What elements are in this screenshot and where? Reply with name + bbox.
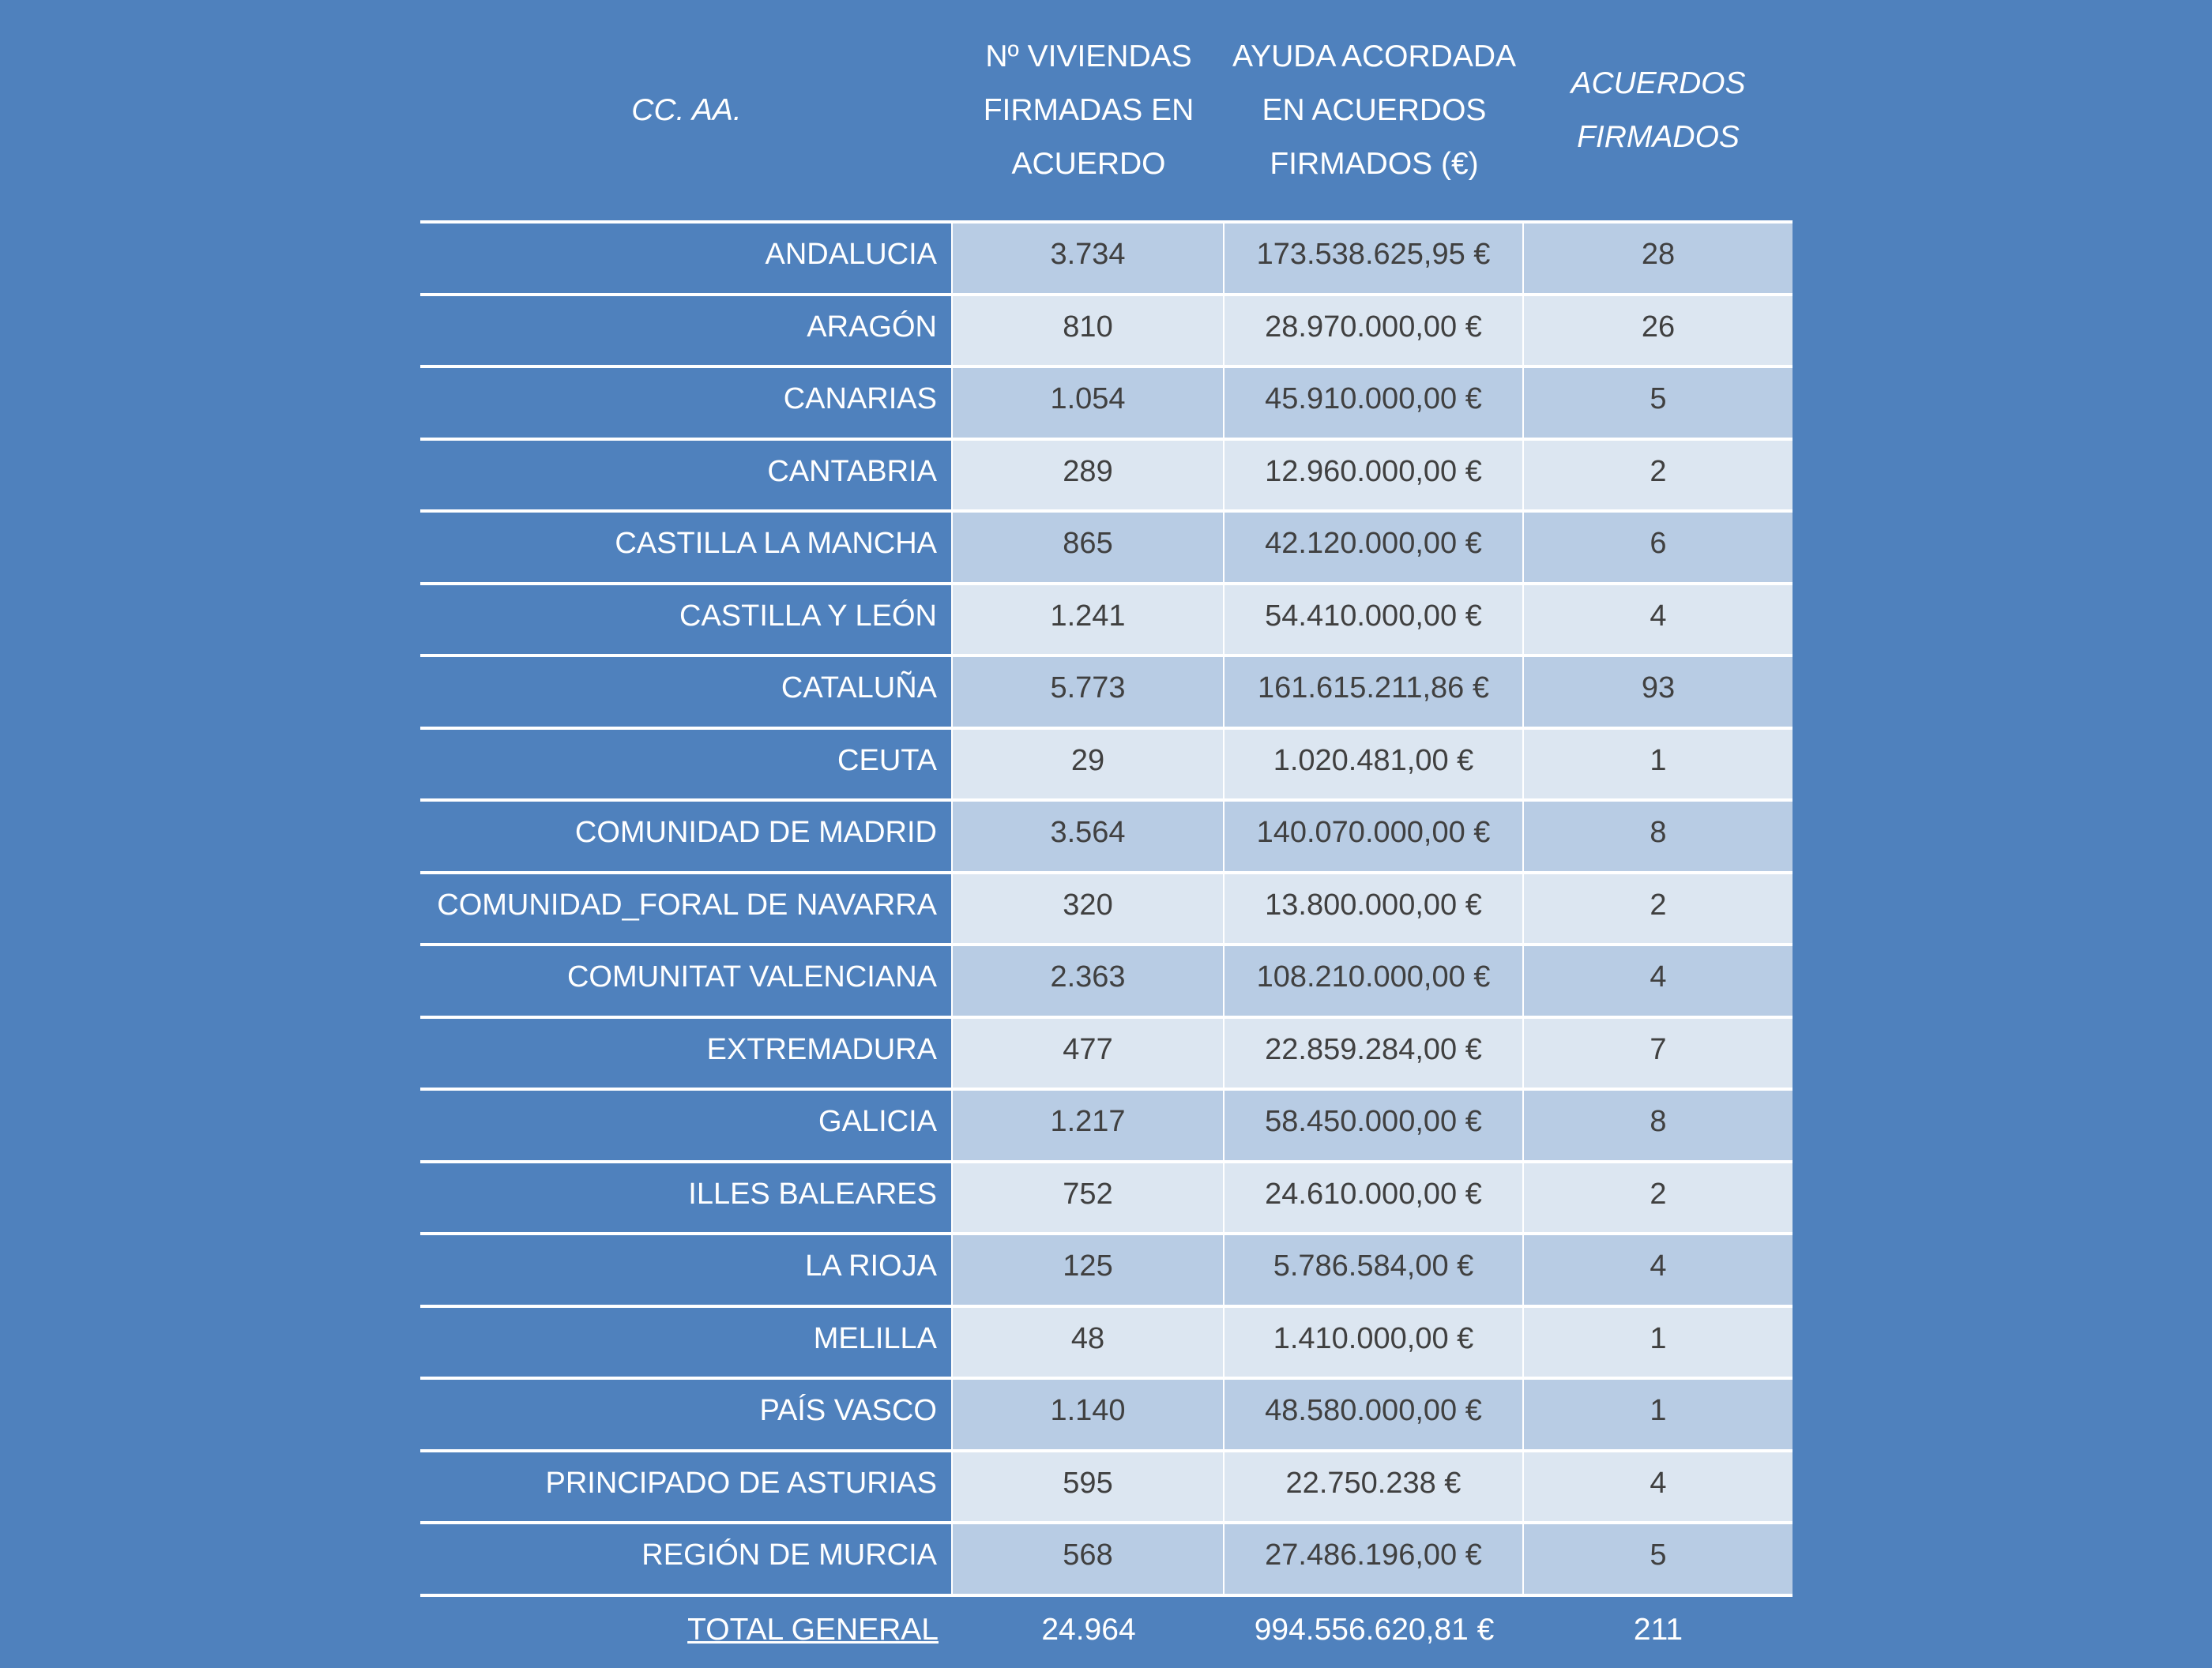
viviendas-cell: 1.054	[953, 368, 1224, 438]
acuerdos-cell: 5	[1524, 1524, 1793, 1594]
header-acuerdos: ACUERDOS FIRMADOS	[1571, 66, 1746, 154]
acuerdos-cell: 7	[1524, 1019, 1793, 1088]
acuerdos-cell: 8	[1524, 802, 1793, 871]
ayuda-cell: 28.970.000,00 €	[1224, 296, 1524, 366]
region-name: PRINCIPADO DE ASTURIAS	[420, 1452, 953, 1522]
region-name: CATALUÑA	[420, 657, 953, 727]
acuerdos-cell: 8	[1524, 1091, 1793, 1160]
table-row	[420, 585, 1793, 658]
viviendas-cell: 320	[953, 874, 1224, 944]
total-acuerdos: 211	[1633, 1612, 1683, 1647]
region-name: REGIÓN DE MURCIA	[420, 1524, 953, 1594]
region-name: CANTABRIA	[420, 441, 953, 510]
table-row	[420, 296, 1793, 369]
total-viviendas: 24.964	[1041, 1612, 1136, 1647]
acuerdos-cell: 1	[1524, 730, 1793, 799]
acuerdos-cell: 93	[1524, 657, 1793, 727]
acuerdos-cell: 6	[1524, 513, 1793, 582]
ayuda-cell: 22.859.284,00 €	[1224, 1019, 1524, 1088]
ayuda-cell: 48.580.000,00 €	[1224, 1380, 1524, 1449]
table-row	[420, 1163, 1793, 1236]
region-name: CASTILLA LA MANCHA	[420, 513, 953, 582]
viviendas-cell: 5.773	[953, 657, 1224, 727]
viviendas-cell: 2.363	[953, 946, 1224, 1016]
ayuda-cell: 108.210.000,00 €	[1224, 946, 1524, 1016]
table-row	[420, 513, 1793, 585]
table-row	[420, 1019, 1793, 1091]
region-name: MELILLA	[420, 1308, 953, 1377]
table-row	[420, 657, 1793, 730]
table-row	[420, 368, 1793, 441]
table-row	[420, 224, 1793, 296]
region-name: COMUNIDAD_FORAL DE NAVARRA	[420, 874, 953, 944]
ayuda-cell: 12.960.000,00 €	[1224, 441, 1524, 510]
viviendas-cell: 568	[953, 1524, 1224, 1594]
acuerdos-cell: 4	[1524, 1452, 1793, 1522]
viviendas-cell: 1.241	[953, 585, 1224, 655]
viviendas-cell: 477	[953, 1019, 1224, 1088]
viviendas-cell: 3.734	[953, 224, 1224, 293]
table-row	[420, 1235, 1793, 1308]
header-ayuda: AYUDA ACORDADA EN ACUERDOS FIRMADOS (€)	[1232, 39, 1517, 181]
acuerdos-cell: 2	[1524, 874, 1793, 944]
header-ccaa: CC. AA.	[631, 92, 742, 127]
ayuda-cell: 24.610.000,00 €	[1224, 1163, 1524, 1233]
region-name: PAÍS VASCO	[420, 1380, 953, 1449]
viviendas-cell: 3.564	[953, 802, 1224, 871]
region-name: LA RIOJA	[420, 1235, 953, 1305]
table-row	[420, 802, 1793, 874]
acuerdos-cell: 2	[1524, 1163, 1793, 1233]
region-name: CEUTA	[420, 730, 953, 799]
acuerdos-cell: 26	[1524, 296, 1793, 366]
viviendas-cell: 48	[953, 1308, 1224, 1377]
ayuda-cell: 161.615.211,86 €	[1224, 657, 1524, 727]
viviendas-cell: 1.140	[953, 1380, 1224, 1449]
viviendas-cell: 289	[953, 441, 1224, 510]
ayuda-cell: 140.070.000,00 €	[1224, 802, 1524, 871]
ayuda-cell: 173.538.625,95 €	[1224, 224, 1524, 293]
table-row	[420, 441, 1793, 513]
viviendas-cell: 752	[953, 1163, 1224, 1233]
acuerdos-cell: 2	[1524, 441, 1793, 510]
ayuda-cell: 1.020.481,00 €	[1224, 730, 1524, 799]
region-name: GALICIA	[420, 1091, 953, 1160]
region-name: COMUNITAT VALENCIANA	[420, 946, 953, 1016]
region-name: COMUNIDAD DE MADRID	[420, 802, 953, 871]
ayuda-cell: 27.486.196,00 €	[1224, 1524, 1524, 1594]
table-row	[420, 1308, 1793, 1381]
table-row	[420, 1380, 1793, 1452]
viviendas-cell: 1.217	[953, 1091, 1224, 1160]
viviendas-cell: 865	[953, 513, 1224, 582]
acuerdos-cell: 4	[1524, 946, 1793, 1016]
acuerdos-cell: 4	[1524, 1235, 1793, 1305]
viviendas-cell: 125	[953, 1235, 1224, 1305]
region-name: ANDALUCIA	[420, 224, 953, 293]
region-name: CASTILLA Y LEÓN	[420, 585, 953, 655]
table-row	[420, 1452, 1793, 1525]
acuerdos-cell: 5	[1524, 368, 1793, 438]
header-viviendas: Nº VIVIENDAS FIRMADAS EN ACUERDO	[983, 39, 1194, 181]
ayuda-cell: 42.120.000,00 €	[1224, 513, 1524, 582]
acuerdos-cell: 28	[1524, 224, 1793, 293]
viviendas-cell: 29	[953, 730, 1224, 799]
ayuda-cell: 45.910.000,00 €	[1224, 368, 1524, 438]
ayuda-cell: 22.750.238 €	[1224, 1452, 1524, 1522]
ayuda-cell: 58.450.000,00 €	[1224, 1091, 1524, 1160]
acuerdos-cell: 1	[1524, 1308, 1793, 1377]
table-row	[420, 1524, 1793, 1597]
total-label: TOTAL GENERAL	[687, 1612, 939, 1647]
table-row	[420, 1091, 1793, 1163]
region-name: EXTREMADURA	[420, 1019, 953, 1088]
ayuda-cell: 54.410.000,00 €	[1224, 585, 1524, 655]
total-row	[420, 1597, 1793, 1668]
region-name: ARAGÓN	[420, 296, 953, 366]
viviendas-cell: 810	[953, 296, 1224, 366]
acuerdos-cell: 4	[1524, 585, 1793, 655]
table-body	[420, 224, 1793, 1597]
data-table	[420, 0, 1793, 1668]
region-name: CANARIAS	[420, 368, 953, 438]
table-row	[420, 946, 1793, 1019]
total-ayuda: 994.556.620,81 €	[1254, 1612, 1495, 1647]
region-name: ILLES BALEARES	[420, 1163, 953, 1233]
table-header	[420, 0, 1793, 224]
ayuda-cell: 13.800.000,00 €	[1224, 874, 1524, 944]
ayuda-cell: 1.410.000,00 €	[1224, 1308, 1524, 1377]
table-row	[420, 874, 1793, 947]
table-row	[420, 730, 1793, 802]
acuerdos-cell: 1	[1524, 1380, 1793, 1449]
viviendas-cell: 595	[953, 1452, 1224, 1522]
ayuda-cell: 5.786.584,00 €	[1224, 1235, 1524, 1305]
